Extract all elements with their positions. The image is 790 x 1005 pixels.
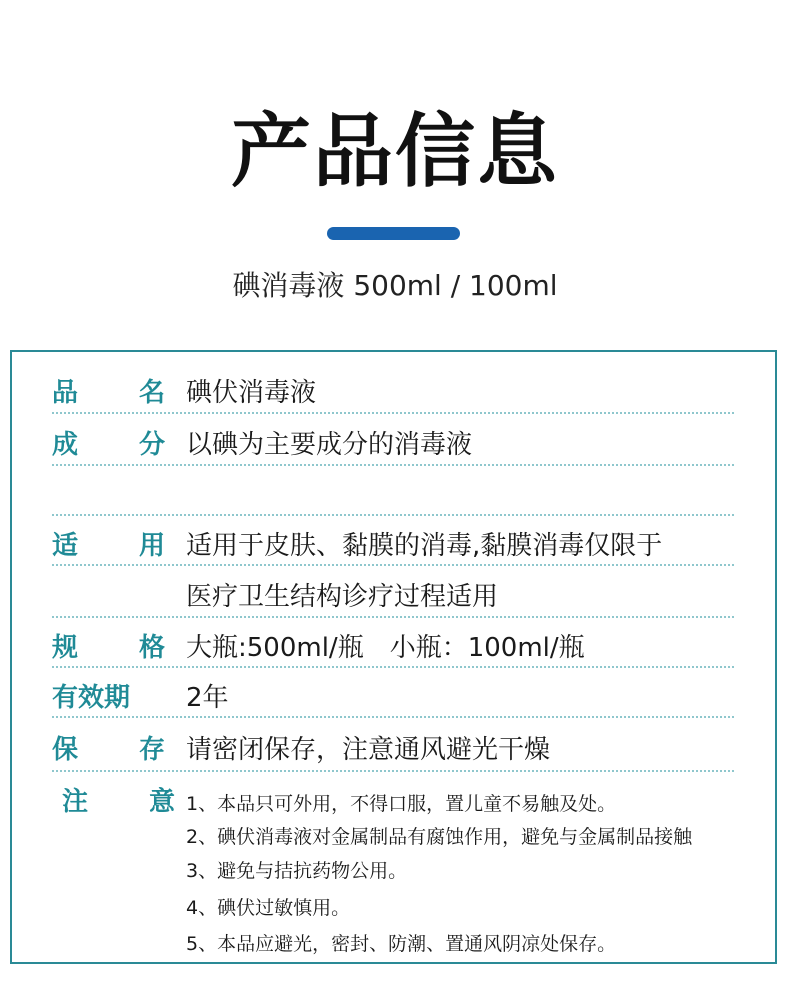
- note-item: 1、本品只可外用，不得口服，置儿童不易触及处。: [186, 793, 617, 815]
- note-item: 5、本品应避光，密封、防潮、置通风阴凉处保存。: [186, 933, 617, 955]
- info-label-notes: 注 意: [62, 787, 202, 817]
- info-label-name: 品 名: [52, 378, 192, 408]
- info-value-ingredients: 以碘为主要成分的消毒液: [186, 430, 473, 460]
- info-row-expiry: [52, 668, 734, 718]
- info-label-ingredients: 成 分: [52, 430, 192, 460]
- info-value-storage: 请密闭保存，注意通风避光干燥: [186, 735, 551, 765]
- note-item: 3、避免与拮抗药物公用。: [186, 860, 408, 882]
- product-subtitle: 碘消毒液 500ml / 100ml: [232, 269, 558, 302]
- info-row-name: [52, 362, 734, 414]
- note-item: 4、碘伏过敏慎用。: [186, 897, 351, 919]
- info-value-expiry: 2年: [186, 683, 229, 713]
- info-row-spec: [52, 618, 734, 668]
- note-item: 2、碘伏消毒液对金属制品有腐蚀作用，避免与金属制品接触: [186, 826, 693, 848]
- info-row-ingredients: [52, 414, 734, 466]
- page-title: 产品信息: [231, 105, 559, 198]
- info-value-usage: 适用于皮肤、黏膜的消毒,黏膜消毒仅限于: [186, 531, 663, 561]
- info-row-spacer: [52, 466, 734, 516]
- info-value-spec: 大瓶:500ml/瓶 小瓶：100ml/瓶: [186, 633, 585, 663]
- info-label-expiry: 有效期: [52, 683, 131, 713]
- info-label-usage: 适 用: [52, 531, 192, 561]
- info-value-usage-line2: 医疗卫生结构诊疗过程适用: [186, 582, 499, 612]
- info-row-storage: [52, 718, 734, 772]
- info-value-name: 碘伏消毒液: [186, 378, 317, 408]
- title-underline: [327, 227, 460, 240]
- info-label-spec: 规 格: [52, 633, 192, 663]
- info-row-usage: [52, 516, 734, 566]
- info-label-storage: 保 存: [52, 735, 192, 765]
- info-row-usage-cont: [52, 566, 734, 618]
